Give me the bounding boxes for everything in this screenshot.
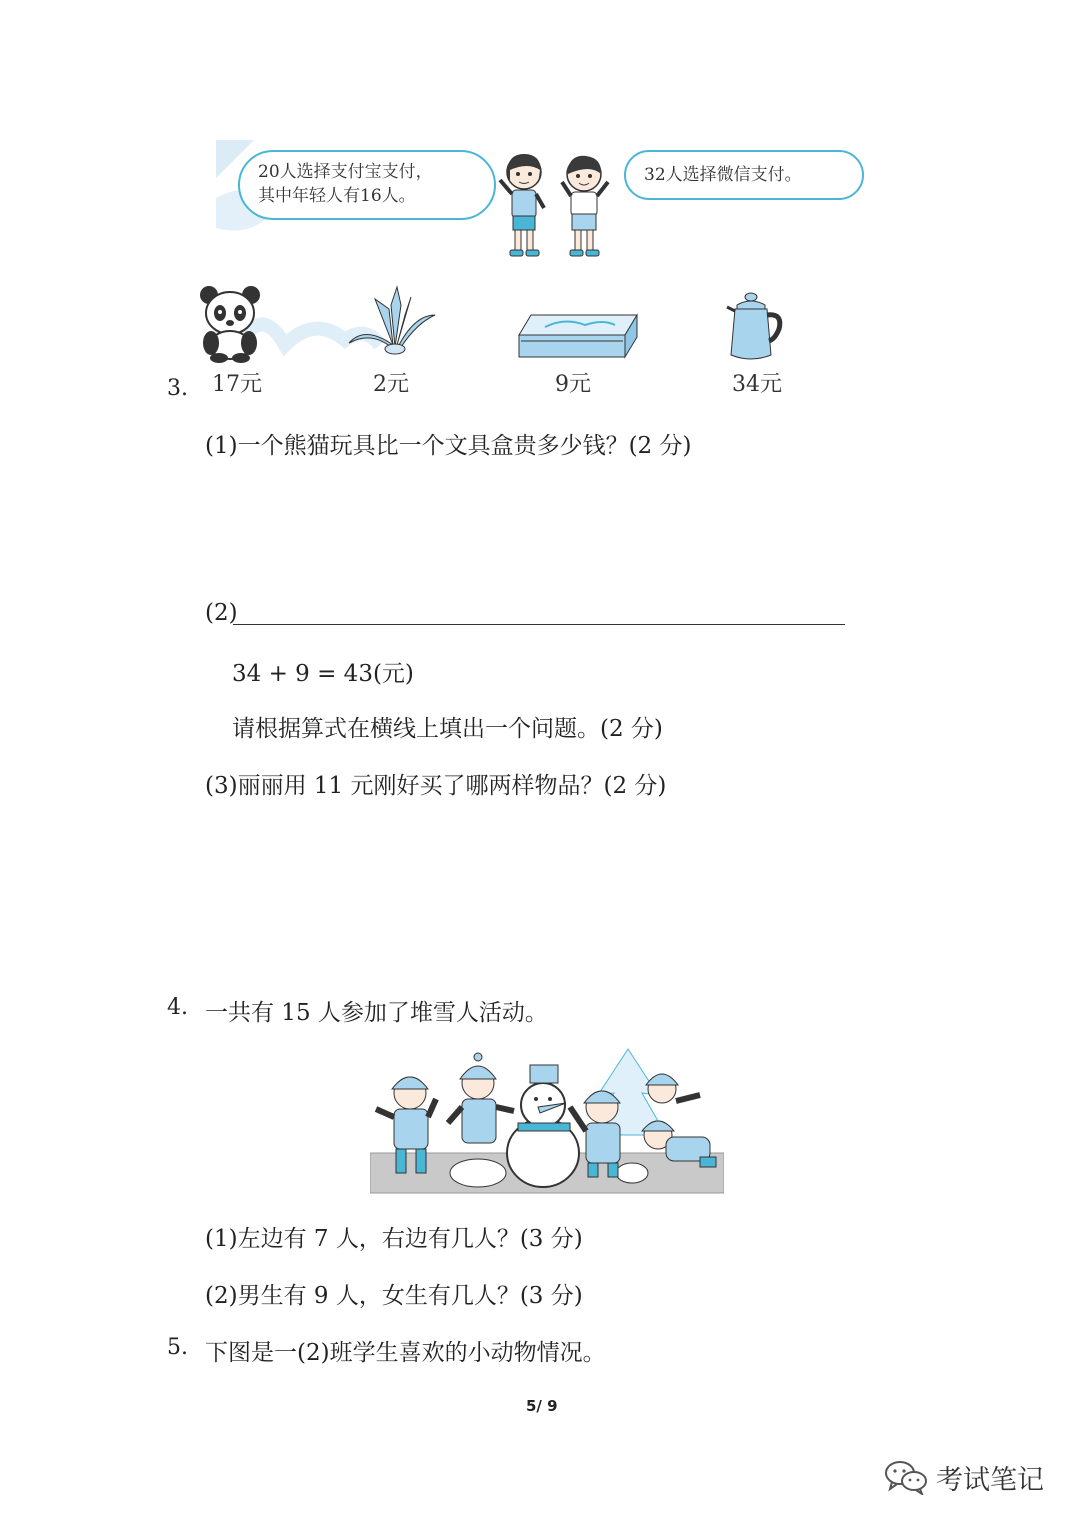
item-plant (345, 285, 437, 361)
q3-sub3: (3)丽丽用 11 元刚好买了哪两样物品？(2 分) (205, 773, 667, 799)
q3-sub2-prompt: 请根据算式在横线上填出一个问题。(2 分) (232, 716, 663, 742)
snowman-children-icon (370, 1045, 724, 1195)
bubble-right-text: 32人选择微信支付。 (644, 165, 802, 185)
wechat-watermark (884, 1455, 1044, 1499)
pencil-case-icon (515, 307, 641, 363)
q3-sub2-answer-line[interactable] (233, 624, 845, 625)
bubble-left-line-1: 20人选择支付宝支付， (258, 162, 433, 182)
q4-stem: 一共有 15 人参加了堆雪人活动。 (205, 1000, 548, 1026)
price-kettle: 34元 (732, 372, 782, 397)
q4-number: 4. (167, 995, 188, 1020)
q3-sub2-equation: 34 + 9 = 43(元) (232, 661, 414, 687)
q4-sub2: (2)男生有 9 人，女生有几人？(3 分) (205, 1283, 583, 1309)
price-plant: 2元 (373, 372, 409, 397)
boy-figure-icon (554, 152, 614, 258)
snowman-scene-illustration (370, 1045, 724, 1195)
item-pencil-case (515, 307, 641, 367)
item-panda (195, 285, 275, 367)
q4-sub1: (1)左边有 7 人，右边有几人？(3 分) (205, 1226, 583, 1252)
speech-bubble-right (624, 150, 864, 200)
q5-stem: 下图是一(2)班学生喜欢的小动物情况。 (205, 1340, 606, 1366)
q3-sub1: (1)一个熊猫玩具比一个文具盒贵多少钱？(2 分) (205, 433, 692, 459)
scene-payment-illustration (214, 130, 864, 265)
bubble-left-line-2: 其中年轻人有16人。 (258, 186, 416, 206)
page-number: 5/ 9 (526, 1397, 558, 1415)
speech-bubble-left (238, 150, 496, 220)
q3-number: 3. (167, 376, 188, 401)
kettle-icon (725, 291, 785, 363)
watermark-text: 考试笔记 (936, 1464, 1044, 1496)
potted-plant-icon (345, 285, 437, 357)
q3-items (195, 285, 815, 400)
q5-number: 5. (167, 1335, 188, 1360)
price-pencil-case: 9元 (555, 372, 591, 397)
q3-sub2-label: (2) (205, 600, 238, 626)
girl-figure-icon (494, 150, 554, 258)
price-panda: 17元 (212, 372, 262, 397)
panda-toy-icon (195, 285, 265, 363)
wechat-icon (884, 1459, 928, 1495)
item-kettle (725, 291, 785, 367)
